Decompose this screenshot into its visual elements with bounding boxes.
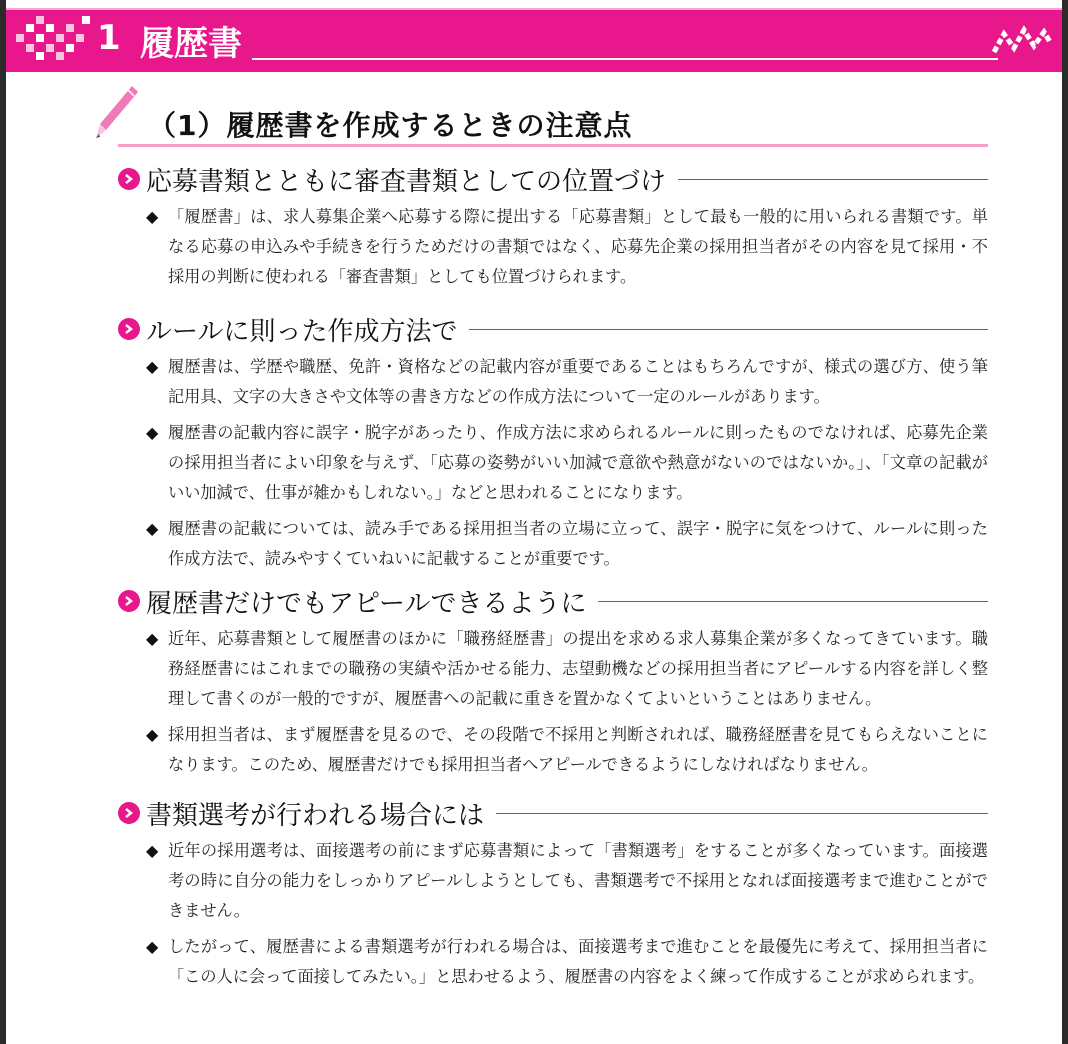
section-appeal bbox=[118, 584, 988, 780]
section-heading bbox=[118, 584, 988, 618]
page-edge-right bbox=[1062, 0, 1068, 1044]
section-heading bbox=[118, 162, 988, 196]
list-item bbox=[118, 932, 988, 992]
list-item bbox=[118, 418, 988, 508]
header-top-line bbox=[6, 8, 1062, 10]
pencil-icon bbox=[92, 84, 140, 142]
page-edge-left bbox=[0, 0, 6, 1044]
bullet-text: 履歴書の記載内容に誤字・脱字があったり、作成方法に求められるルールに則ったものでなければ、応募先企業の採用担当者によい印象を与えず、「応募の姿勢がいい加減で意欲や熱意がないのではないか。」、「文章の記載がいい加減で、仕事が雑かもしれない。」などと思われることになります。 bbox=[168, 423, 988, 502]
bullet-text: 採用担当者は、まず履歴書を見るので、その段階で不採用と判断されれば、職務経歴書を見てもらえないことになります。このため、履歴書だけでも採用担当者へアピールできるようにしなければなりません。 bbox=[168, 725, 988, 774]
arrow-circle-icon bbox=[118, 802, 140, 824]
chapter-title: 履歴書 bbox=[140, 24, 242, 64]
subtitle-rule bbox=[118, 144, 988, 147]
diamond-bullet-icon: ◆ bbox=[146, 841, 159, 860]
section-screening bbox=[118, 796, 988, 992]
diamond-bullet-icon: ◆ bbox=[146, 423, 159, 442]
zigzag-decoration-icon bbox=[992, 24, 1052, 56]
section-title: ルールに則った作成方法で bbox=[146, 316, 458, 347]
bullet-text: 近年、応募書類として履歴書のほかに「職務経歴書」の提出を求める求人募集企業が多くなってきています。職務経歴書にはこれまでの職務の実績や活かせる能力、志望動機などの採用担当者にアピールする内容を詳しく整理して書くのが一般的ですが、履歴書への記載に重きを置かなくてよいということはありません。 bbox=[168, 629, 988, 708]
checker-pattern-icon bbox=[16, 16, 92, 60]
chapter-title-underline bbox=[252, 58, 998, 60]
diamond-bullet-icon: ◆ bbox=[146, 937, 159, 956]
bullet-text: したがって、履歴書による書類選考が行われる場合は、面接選考まで進むことを最優先に考えて、採用担当者に「この人に会って面接してみたい。」と思わせるよう、履歴書の内容をよく練って作成することが求められます。 bbox=[168, 937, 988, 986]
diamond-bullet-icon: ◆ bbox=[146, 357, 159, 376]
list-item bbox=[118, 836, 988, 926]
arrow-circle-icon bbox=[118, 318, 140, 340]
section-rule bbox=[496, 813, 988, 814]
section-title: 応募書類とともに審査書類としての位置づけ bbox=[146, 166, 667, 197]
bullet-text: 近年の採用選考は、面接選考の前にまず応募書類によって「書類選考」をすることが多くなっています。面接選考の時に自分の能力をしっかりアピールしようとしても、書類選考で不採用となれば面接選考まで進むことができません。 bbox=[168, 841, 988, 920]
diamond-bullet-icon: ◆ bbox=[146, 629, 159, 648]
section-rule bbox=[678, 179, 988, 180]
section-title: 書類選考が行われる場合には bbox=[146, 800, 485, 831]
section-rule bbox=[469, 329, 988, 330]
chapter-number: 1 bbox=[97, 18, 121, 58]
section-title: 履歴書だけでもアピールできるように bbox=[146, 588, 587, 619]
diamond-bullet-icon: ◆ bbox=[146, 207, 159, 226]
arrow-circle-icon bbox=[118, 590, 140, 612]
bullet-text: 履歴書は、学歴や職歴、免許・資格などの記載内容が重要であることはもちろんですが、様式の選び方、使う筆記用具、文字の大きさや文体等の書き方などの作成方法について一定のルールがあります。 bbox=[168, 357, 988, 406]
list-item bbox=[118, 720, 988, 780]
arrow-circle-icon bbox=[118, 168, 140, 190]
list-item bbox=[118, 624, 988, 714]
list-item bbox=[118, 202, 988, 292]
section-heading bbox=[118, 796, 988, 830]
section-rule bbox=[598, 601, 988, 602]
diamond-bullet-icon: ◆ bbox=[146, 725, 159, 744]
section-position bbox=[118, 162, 988, 292]
bullet-text: 「履歴書」は、求人募集企業へ応募する際に提出する「応募書類」として最も一般的に用いられる書類です。単なる応募の申込みや手続きを行うためだけの書類ではなく、応募先企業の採用担当者がその内容を見て採用・不採用の判断に使われる「審査書類」としても位置づけられます。 bbox=[168, 207, 988, 286]
list-item bbox=[118, 352, 988, 412]
section-subtitle: （1）履歴書を作成するときの注意点 bbox=[148, 109, 633, 142]
bullet-text: 履歴書の記載については、読み手である採用担当者の立場に立って、誤字・脱字に気をつけて、ルールに則った作成方法で、読みやすくていねいに記載することが重要です。 bbox=[168, 519, 988, 568]
section-heading bbox=[118, 312, 988, 346]
diamond-bullet-icon: ◆ bbox=[146, 519, 159, 538]
section-rules bbox=[118, 312, 988, 574]
list-item bbox=[118, 514, 988, 574]
